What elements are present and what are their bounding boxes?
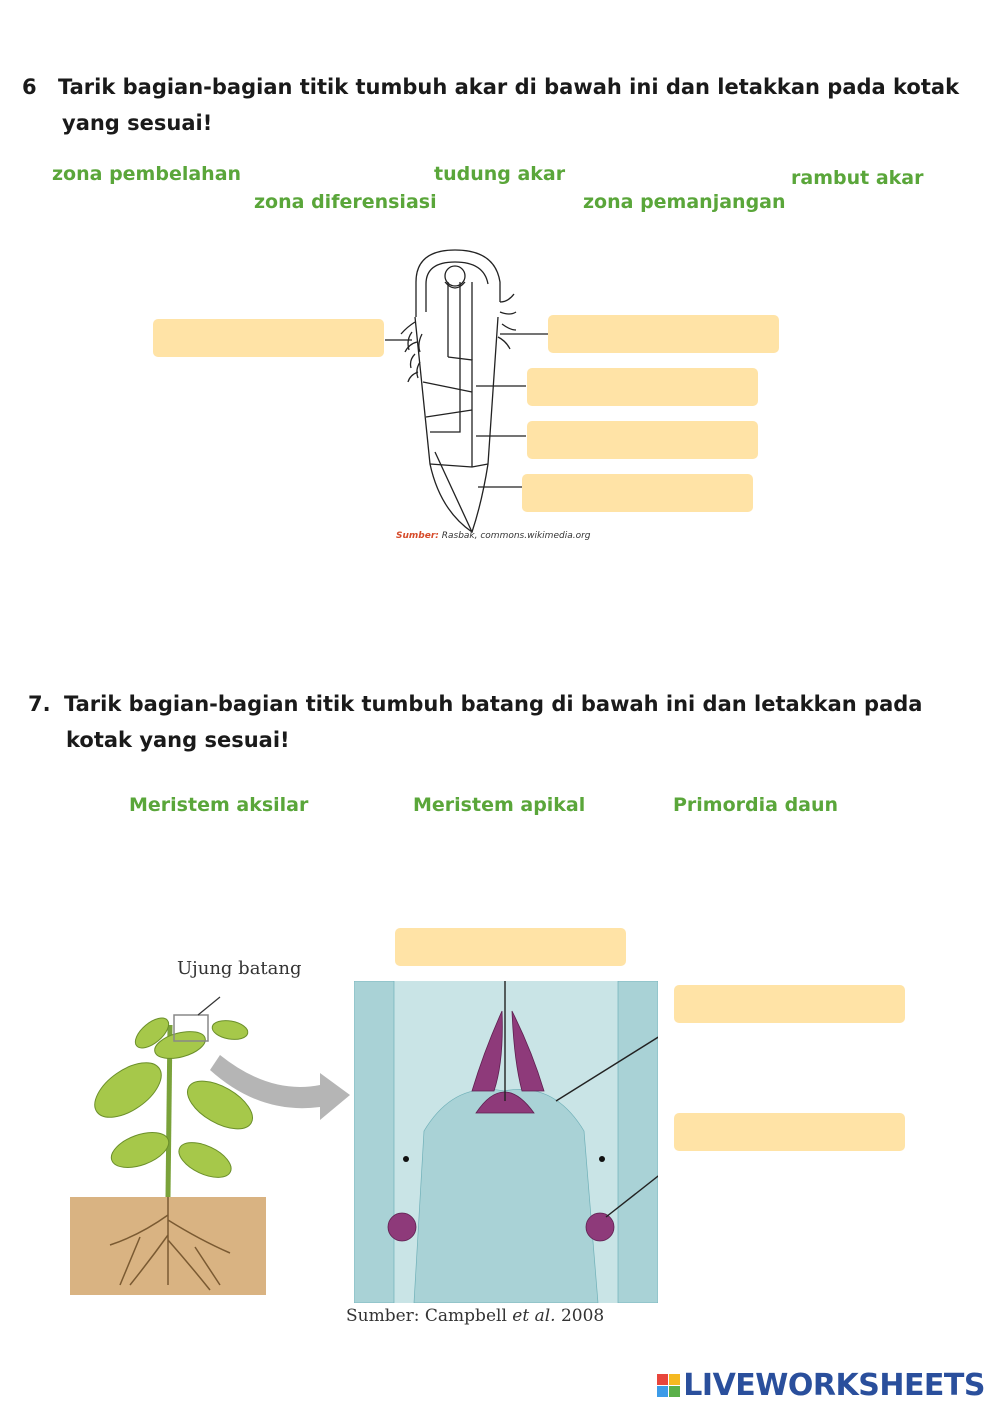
liveworksheets-brand[interactable] <box>657 1368 985 1403</box>
brand-text: LIVEWORKSHEETS <box>683 1368 985 1403</box>
caption-year: 2008 <box>555 1306 605 1326</box>
question6-text <box>22 69 962 141</box>
draggable-word-zona-pembelahan[interactable]: zona pembelahan <box>52 163 242 185</box>
caption-italic: et al. <box>512 1306 556 1326</box>
draggable-word-primordia-daun[interactable]: Primordia daun <box>673 794 839 816</box>
draggable-word-zona-pemanjangan[interactable]: zona pemanjangan <box>583 191 786 213</box>
drop-box-root-4[interactable] <box>527 421 758 459</box>
draggable-word-rambut-akar[interactable]: rambut akar <box>791 167 924 189</box>
shoot-tip-micrograph <box>354 981 658 1303</box>
question6-line1: Tarik bagian-bagian titik tumbuh akar di bawah ini dan letakkan pada kotak <box>58 75 960 99</box>
question6-line2: yang sesuai! <box>62 111 213 135</box>
question7-line1: Tarik bagian-bagian titik tumbuh batang di bawah ini dan letakkan pada <box>64 692 923 716</box>
draggable-word-tudung-akar[interactable]: tudung akar <box>434 163 566 185</box>
drop-box-stem-3[interactable] <box>674 1113 905 1151</box>
drop-box-stem-2[interactable] <box>674 985 905 1023</box>
question7-line2: kotak yang sesuai! <box>66 728 290 752</box>
plant-label-ujung-batang: Ujung batang <box>177 958 302 979</box>
caption-source-label: Sumber: <box>396 531 439 541</box>
plant-illustration <box>70 985 350 1305</box>
question7-number: 7. <box>28 692 51 716</box>
caption-prefix: Sumber: Campbell <box>346 1306 513 1326</box>
drop-box-root-2[interactable] <box>548 315 779 353</box>
drop-box-root-1[interactable] <box>153 319 384 357</box>
liveworksheets-logo-icon <box>657 1374 680 1397</box>
root-diagram-caption <box>396 531 591 541</box>
draggable-word-meristem-aksilar[interactable]: Meristem aksilar <box>129 794 309 816</box>
draggable-word-zona-diferensiasi[interactable]: zona diferensiasi <box>254 191 437 213</box>
caption-source-text: Rasbak, commons.wikimedia.org <box>441 531 591 541</box>
drop-box-root-5[interactable] <box>522 474 753 512</box>
draggable-word-meristem-apikal[interactable]: Meristem apikal <box>413 794 586 816</box>
question6-number: 6 <box>22 75 37 99</box>
drop-box-stem-1[interactable] <box>395 928 626 966</box>
drop-box-root-3[interactable] <box>527 368 758 406</box>
micrograph-caption <box>346 1306 604 1326</box>
question7-text <box>28 686 968 758</box>
